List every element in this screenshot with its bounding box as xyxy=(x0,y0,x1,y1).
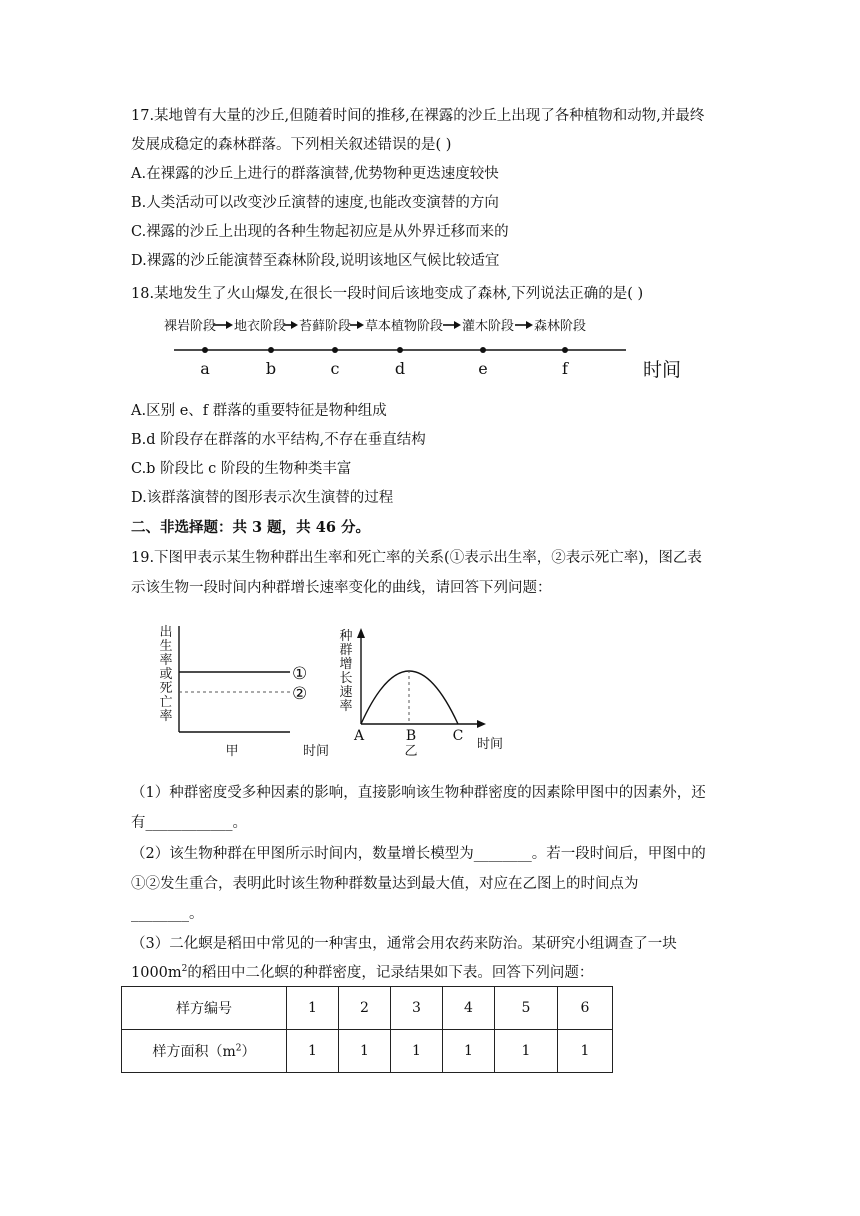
ylabel-char: 率 xyxy=(159,709,173,724)
q19-part3-text: 的稻田中二化螟的种群密度，记录结果如下表。回答下列问题： xyxy=(187,965,594,981)
ylabel-char: 出 xyxy=(159,625,173,640)
q17-option-d: D.裸露的沙丘能演替至森林阶段,说明该地区气候比较适宜 xyxy=(131,253,500,269)
q18-option-a: A.区别 e、f 群落的重要特征是物种组成 xyxy=(131,403,387,419)
stage-label: 裸岩阶段 xyxy=(164,319,217,334)
table-cell: 1 xyxy=(339,1030,391,1073)
line-marker-1: ① xyxy=(292,664,308,684)
ylabel-char: 亡 xyxy=(159,695,173,710)
point-label: a xyxy=(200,359,210,378)
point-label: B xyxy=(405,728,417,744)
ylabel-char: 种 xyxy=(339,629,353,644)
table-cell: 1 xyxy=(391,1030,443,1073)
q19-part1-line2: 有____________。 xyxy=(131,815,247,831)
point-label: A xyxy=(353,728,365,744)
section-heading: 二、非选择题：共 3 题，共 46 分。 xyxy=(131,519,370,536)
ylabel-char: 死 xyxy=(159,681,173,696)
q19-stem-line2: 示该生物一段时间内种群增长速率变化的曲线，请回答下列问题： xyxy=(131,580,552,596)
table-cell: 2 xyxy=(339,987,391,1030)
stage-label: 草本植物阶段 xyxy=(365,319,444,334)
q19-part2-line3: ________。 xyxy=(131,906,204,922)
point-label: C xyxy=(452,728,464,744)
ylabel-char: 群 xyxy=(339,643,353,658)
q19-part1-line1: （1）种群密度受多种因素的影响，直接影响该生物种群密度的因素除甲图中的因素外，还 xyxy=(131,785,706,801)
line-marker-2: ② xyxy=(292,684,308,704)
table-cell: 3 xyxy=(391,987,443,1030)
ylabel-char: 率 xyxy=(159,653,173,668)
area-value: 1000m xyxy=(131,965,182,981)
table-header-cell: 样方面积$(m^2)$ xyxy=(122,1030,287,1073)
stage-label: 地衣阶段 xyxy=(234,319,287,334)
q17-option-c: C.裸露的沙丘上出现的各种生物起初应是从外界迁移而来的 xyxy=(131,224,509,240)
q19-part2-line2: ①②发生重合，表明此时该生物种群数量达到最大值，对应在乙图上的时间点为 xyxy=(131,876,639,892)
stage-label: 苔藓阶段 xyxy=(299,319,352,334)
table-cell: 1 xyxy=(287,1030,339,1073)
table-cell: 1 xyxy=(287,987,339,1030)
table-cell: 4 xyxy=(443,987,495,1030)
figure-name: 甲 xyxy=(225,744,239,759)
figure-jia xyxy=(150,620,353,760)
table-row xyxy=(122,987,613,1030)
q19-part3-line1: （3）二化螟是稻田中常见的一种害虫，通常会用农药来防治。某研究小组调查了一块 xyxy=(131,936,677,952)
x-label: 时间 xyxy=(302,744,330,759)
table-cell: 6 xyxy=(558,987,613,1030)
quadrat-table xyxy=(121,986,613,1073)
ylabel-char: 或 xyxy=(159,667,173,682)
table-cell: 1 xyxy=(443,1030,495,1073)
ylabel-char: 生 xyxy=(159,639,173,654)
q17-option-b: B.人类活动可以改变沙丘演替的速度,也能改变演替的方向 xyxy=(131,195,499,211)
ylabel-char: 增 xyxy=(339,657,353,672)
q19-part3-line2 xyxy=(131,961,593,982)
stage-label: 灌木阶段 xyxy=(462,319,515,334)
figure-yi xyxy=(334,620,514,760)
figure-name: 乙 xyxy=(404,744,418,759)
point-label: d xyxy=(394,359,406,378)
area-superscript: 2 xyxy=(181,964,188,975)
point-label: b xyxy=(265,359,277,378)
q18-option-c: C.b 阶段比 c 阶段的生物种类丰富 xyxy=(131,461,352,477)
point-label: c xyxy=(330,359,340,378)
q17-option-a: A.在裸露的沙丘上进行的群落演替,优势物种更迭速度较快 xyxy=(131,166,499,182)
x-label: 时间 xyxy=(476,737,504,752)
point-label: f xyxy=(562,359,568,378)
table-cell: 1 xyxy=(495,1030,558,1073)
axis-label: 时间 xyxy=(642,359,682,381)
stage-label: 森林阶段 xyxy=(534,319,587,334)
table-row xyxy=(122,1030,613,1073)
table-cell: 1 xyxy=(558,1030,613,1073)
ylabel-char: 速 xyxy=(339,685,353,700)
ylabel-char: 长 xyxy=(339,671,353,686)
q18-option-d: D.该群落演替的图形表示次生演替的过程 xyxy=(131,490,394,506)
q19-part2-line1: （2）该生物种群在甲图所示时间内，数量增长模型为________。若一段时间后，甲图中的 xyxy=(131,846,706,862)
q18-stem: 18.某地发生了火山爆发,在很长一段时间后该地变成了森林,下列说法正确的是( ) xyxy=(131,286,644,302)
q19-stem-line1: 19.下图甲表示某生物种群出生率和死亡率的关系(①表示出生率，②表示死亡率)，图乙表 xyxy=(131,550,702,566)
ylabel-char: 率 xyxy=(339,699,353,714)
q17-stem-line2: 发展成稳定的森林群落。下列相关叙述错误的是( ) xyxy=(131,137,452,153)
succession-figure xyxy=(160,308,700,384)
q18-option-b: B.d 阶段存在群落的水平结构,不存在垂直结构 xyxy=(131,432,426,448)
point-label: e xyxy=(478,359,488,378)
table-cell: 5 xyxy=(495,987,558,1030)
table-header-cell: 样方编号 xyxy=(122,987,287,1030)
q17-stem-line1: 17.某地曾有大量的沙丘,但随着时间的推移,在裸露的沙丘上出现了各种植物和动物,并最终 xyxy=(131,108,705,124)
